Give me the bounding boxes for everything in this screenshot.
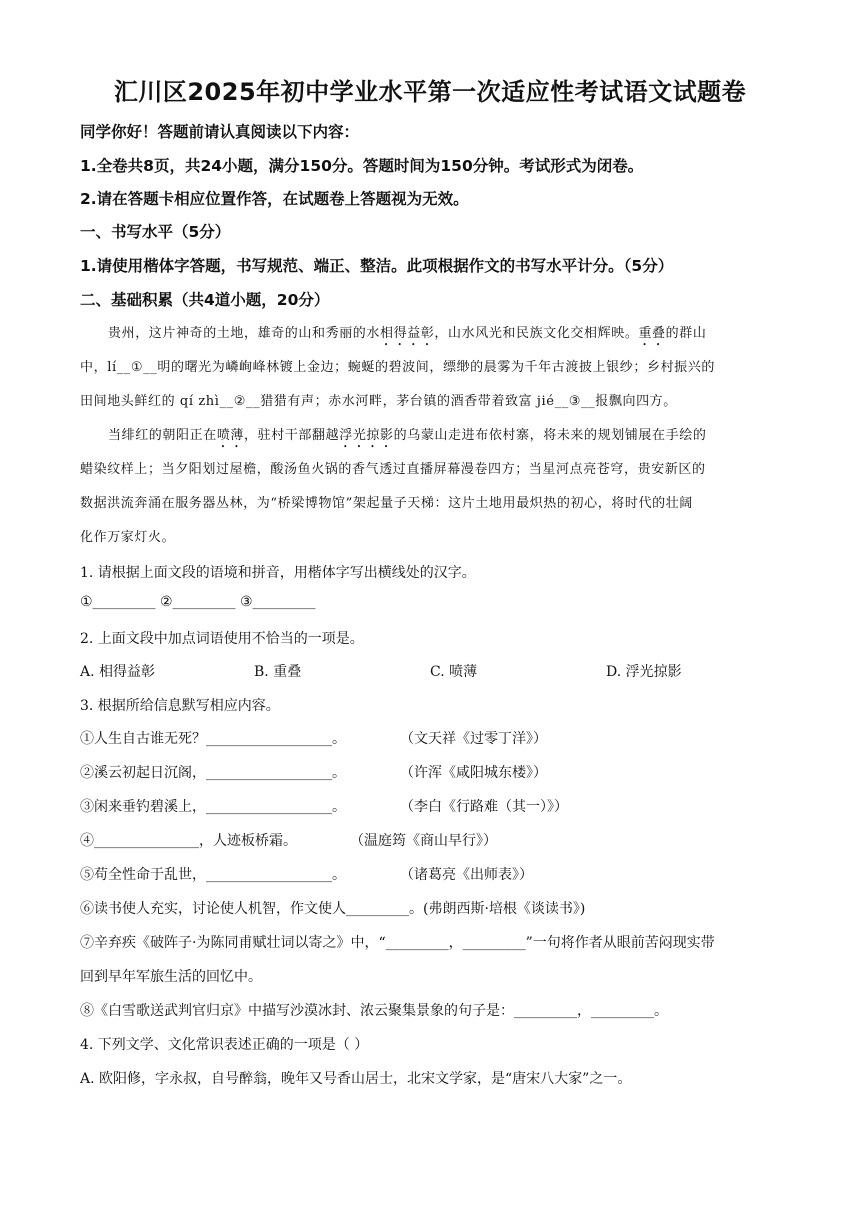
blank-1: __①__ — [116, 360, 158, 375]
passage-p2-line-2: 蜡染纹样上；当夕阳划过屋檐，酸汤鱼火锅的香气透过直播屏幕漫卷四方；当星河点亮苍穹，贵安新区的 — [80, 462, 706, 477]
question-2-option-d: D. 浮光掠影 — [606, 664, 682, 680]
page-title: 汇川区2025年初中学业水平第一次适应性考试语文试题卷 — [113, 78, 747, 106]
question-3-stem: 3. 根据所给信息默写相应内容。 — [80, 698, 280, 714]
section-2-heading: 二、基础积累（共4道小题，20分） — [80, 291, 330, 309]
dotted-word-xiangdeyizhang: 相得益彰 — [380, 326, 435, 341]
recite-item-3: ③闲来垂钓碧溪上，__________________。 — [80, 799, 346, 815]
passage-text: ，山水风光和民族文化交相辉映。 — [434, 326, 639, 341]
intro-rule-1: 1.全卷共8页，共24小题，满分150分。答题时间为150分钟。考试形式为闭卷。 — [80, 157, 644, 175]
recite-item-3-source: （李白《行路难（其一）》） — [400, 799, 568, 815]
recite-item-4-source: （温庭筠《商山早行》） — [350, 833, 497, 849]
passage-text: 猎猎有声；赤水河畔，茅台镇的酒香带着致富 jié — [260, 394, 555, 409]
question-1-stem: 1. 请根据上面文段的语境和拼音，用楷体字写出横线处的汉字。 — [80, 565, 476, 581]
passage-p1-line-3 — [80, 390, 677, 409]
passage-text: 贵州，这片神奇的土地，雄奇的山和秀丽的水 — [108, 326, 381, 341]
question-2-option-b: B. 重叠 — [254, 664, 302, 680]
passage-text: 明的曙光为嶙峋峰林镀上金边；蜿蜒的碧波间，缥缈的晨雾为千年古渡披上银纱；乡村振兴的 — [157, 360, 715, 375]
section-1-item: 1.请使用楷体字答题，书写规范、端正、整洁。此项根据作文的书写水平计分。（5分） — [80, 257, 674, 275]
passage-text: ，驻村干部翻越 — [244, 428, 340, 443]
blank-3: __③__ — [554, 394, 596, 409]
passage-text: 的乌蒙山走进布依村寨，将未来的规划铺展在手绘的 — [393, 428, 707, 443]
passage-text: 当绯红的朝阳正在 — [108, 428, 217, 443]
passage-p2-line-3: 数据洪流奔涌在服务器丛林，为“桥梁博物馆”架起量子天梯：这片土地用最炽热的初心，将时代的壮阔 — [80, 496, 693, 511]
passage-text: 的群山 — [665, 326, 707, 341]
question-1-blanks: ①_________ ②_________ ③_________ — [80, 594, 316, 610]
recite-item-1-source: （文天祥《过零丁洋》） — [400, 731, 547, 747]
blank-2: __②__ — [219, 394, 261, 409]
recite-item-5: ⑤苟全性命于乱世，__________________。 — [80, 867, 346, 883]
passage-p2-line-4: 化作万家灯火。 — [80, 530, 176, 545]
question-2-option-c: C. 喷薄 — [430, 664, 478, 680]
passage-text: 中，lí — [80, 360, 117, 375]
recite-item-7-line-1: ⑦辛弃疾《破阵子·为陈同甫赋壮词以寄之》中，“_________，_________”一句将作者从眼前苦闷现实带 — [80, 935, 715, 951]
intro-rule-2: 2.请在答题卡相应位置作答，在试题卷上答题视为无效。 — [80, 190, 469, 208]
passage-p2-line-1 — [108, 424, 706, 451]
passage-text: 田间地头鲜红的 qí zhì — [80, 394, 220, 409]
recite-item-8: ⑧《白雪歌送武判官归京》中描写沙漠冰封、浓云聚集景象的句子是：_________，_________。 — [80, 1003, 668, 1019]
question-2-stem: 2. 上面文段中加点词语使用不恰当的一项是。 — [80, 631, 364, 647]
intro-greeting: 同学你好！答题前请认真阅读以下内容： — [80, 123, 360, 141]
passage-p1-line-1 — [108, 322, 706, 349]
recite-item-4: ④_______________，人迹板桥霜。 — [80, 833, 297, 849]
recite-item-2-source: （许浑《咸阳城东楼》） — [400, 765, 547, 781]
dotted-word-fuguanglueying: 浮光掠影 — [339, 428, 394, 443]
passage-p1-line-2 — [80, 356, 715, 375]
recite-item-1: ①人生自古谁无死？__________________。 — [80, 731, 346, 747]
recite-item-5-source: （诸葛亮《出师表》） — [400, 867, 533, 883]
recite-item-7-line-2: 回到早年军旅生活的回忆中。 — [80, 969, 262, 985]
section-1-heading: 一、书写水平（5分） — [80, 223, 231, 241]
recite-item-2: ②溪云初起日沉阁，__________________。 — [80, 765, 346, 781]
question-4-option-a: A. 欧阳修，字永叔，自号醉翁，晚年又号香山居士，北宋文学家，是“唐宋八大家”之一。 — [80, 1071, 632, 1087]
question-4-stem: 4. 下列文学、文化常识表述正确的一项是（ ） — [80, 1037, 369, 1053]
dotted-word-penbo: 喷薄 — [216, 428, 245, 443]
recite-item-6: ⑥读书使人充实，讨论使人机智，作文使人_________。(弗朗西斯·培根《谈读书》) — [80, 901, 586, 917]
question-2-option-a: A. 相得益彰 — [80, 664, 156, 680]
dotted-word-chongdie: 重叠 — [638, 326, 666, 341]
passage-text: 报飘向四方。 — [595, 394, 677, 409]
